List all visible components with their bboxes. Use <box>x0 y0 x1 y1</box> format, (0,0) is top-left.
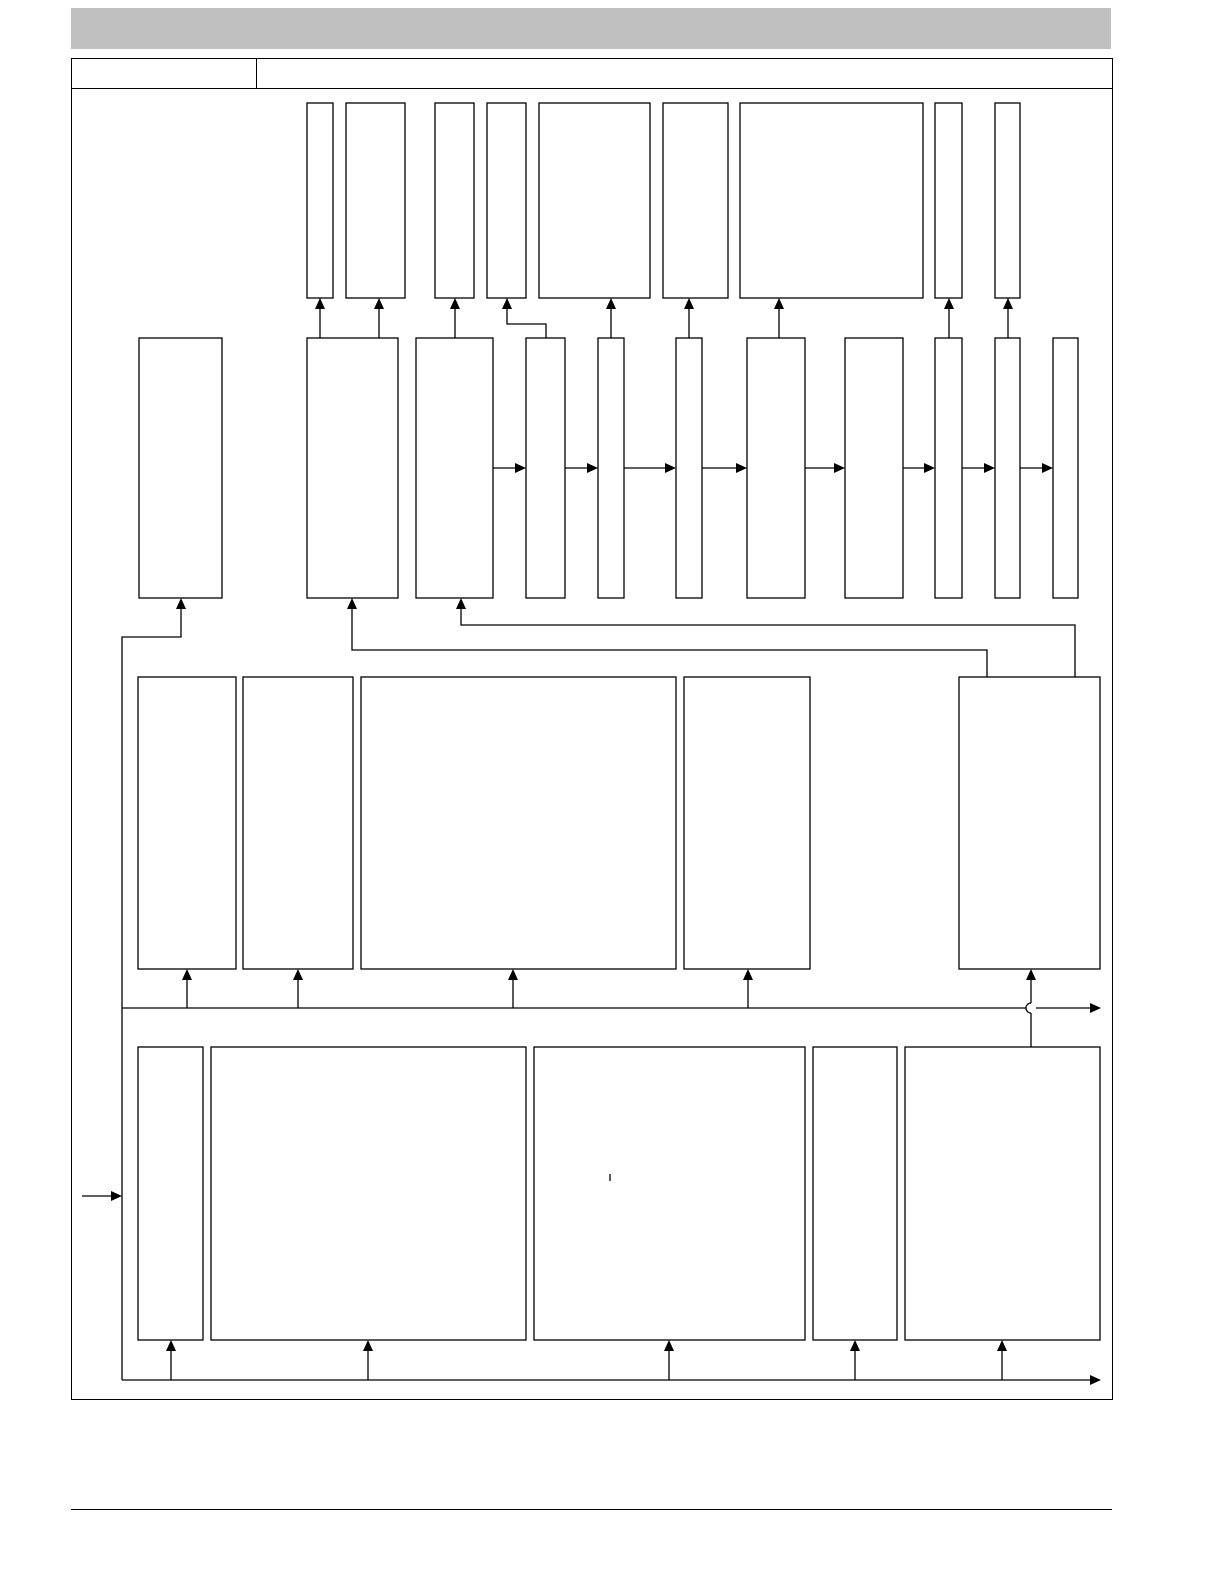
processing-block-1 <box>307 338 398 598</box>
input-block-1 <box>138 1047 203 1340</box>
processing-block-9 <box>995 338 1020 598</box>
output-block-5 <box>539 103 650 298</box>
feedback-line-1 <box>352 608 987 677</box>
chain-arrow-3-head <box>665 463 676 473</box>
bus-arrow-i3-head <box>664 1340 674 1351</box>
arrow-p6-o7-head <box>774 298 784 309</box>
arrow-p1-o1-head <box>315 298 325 309</box>
upper-bus-arrow-head <box>1090 1003 1101 1013</box>
processing-block-6 <box>747 338 805 598</box>
chain-arrow-1-head <box>515 463 526 473</box>
output-block-6 <box>663 103 728 298</box>
feedback-arrow-2-head <box>456 598 466 609</box>
status-block <box>139 338 222 598</box>
processing-block-5 <box>676 338 702 598</box>
processing-block-4 <box>598 338 624 598</box>
arrow-p1-o2-head <box>374 298 384 309</box>
processing-block-2 <box>416 338 493 598</box>
output-block-1 <box>307 103 333 298</box>
bus-arrow-c1-head <box>182 969 192 980</box>
input-block-2 <box>211 1047 526 1340</box>
arrow-p9-o9-head <box>1003 298 1013 309</box>
control-block-1 <box>138 677 236 969</box>
chain-arrow-2-head <box>587 463 598 473</box>
external-input-arrow-head <box>111 1191 122 1201</box>
processing-block-10 <box>1053 338 1078 598</box>
feedback-arrow-1-head <box>347 598 357 609</box>
bus-arrow-i5-head <box>997 1340 1007 1351</box>
feedback-line-2 <box>461 608 1075 677</box>
processing-block-3 <box>526 338 565 598</box>
input-block-5 <box>905 1047 1100 1340</box>
bus-arrow-c3-head <box>508 969 518 980</box>
control-block-3 <box>361 677 676 969</box>
processing-block-8 <box>935 338 962 598</box>
arrow-i5-c5-head <box>1026 969 1036 980</box>
arrow-p4-o5-head <box>606 298 616 309</box>
control-block-5 <box>959 677 1100 969</box>
arrow-p8-o8-head <box>944 298 954 309</box>
processing-block-7 <box>845 338 903 598</box>
input-block-4 <box>813 1047 897 1340</box>
control-block-2 <box>243 677 353 969</box>
output-block-8 <box>935 103 962 298</box>
bus-arrow-c2-head <box>293 969 303 980</box>
chain-arrow-6-head <box>924 463 935 473</box>
chain-arrow-7-head <box>984 463 995 473</box>
bus-arrow-i2-head <box>363 1340 373 1351</box>
arrow-p3-o4-head <box>502 298 512 309</box>
status-arrow-head <box>176 598 186 609</box>
arrow-p5-o6-head <box>684 298 694 309</box>
output-block-9 <box>995 103 1020 298</box>
bus-arrow-i4-head <box>850 1340 860 1351</box>
chain-arrow-4-head <box>736 463 747 473</box>
lower-bus-arrow-head <box>1090 1375 1101 1385</box>
output-block-3 <box>435 103 474 298</box>
input-block-3 <box>534 1047 805 1340</box>
chain-arrow-5-head <box>834 463 845 473</box>
output-block-4 <box>487 103 526 298</box>
arrow-p2-o3-head <box>450 298 460 309</box>
bus-arrow-i1-head <box>166 1340 176 1351</box>
bus-arrow-c4-head <box>743 969 753 980</box>
chain-arrow-8-head <box>1042 463 1053 473</box>
bus-crossover-hop <box>1026 1003 1031 1013</box>
control-block-4 <box>684 677 810 969</box>
link-p3-o4 <box>507 308 546 338</box>
output-block-2 <box>346 103 405 298</box>
output-block-7 <box>740 103 923 298</box>
